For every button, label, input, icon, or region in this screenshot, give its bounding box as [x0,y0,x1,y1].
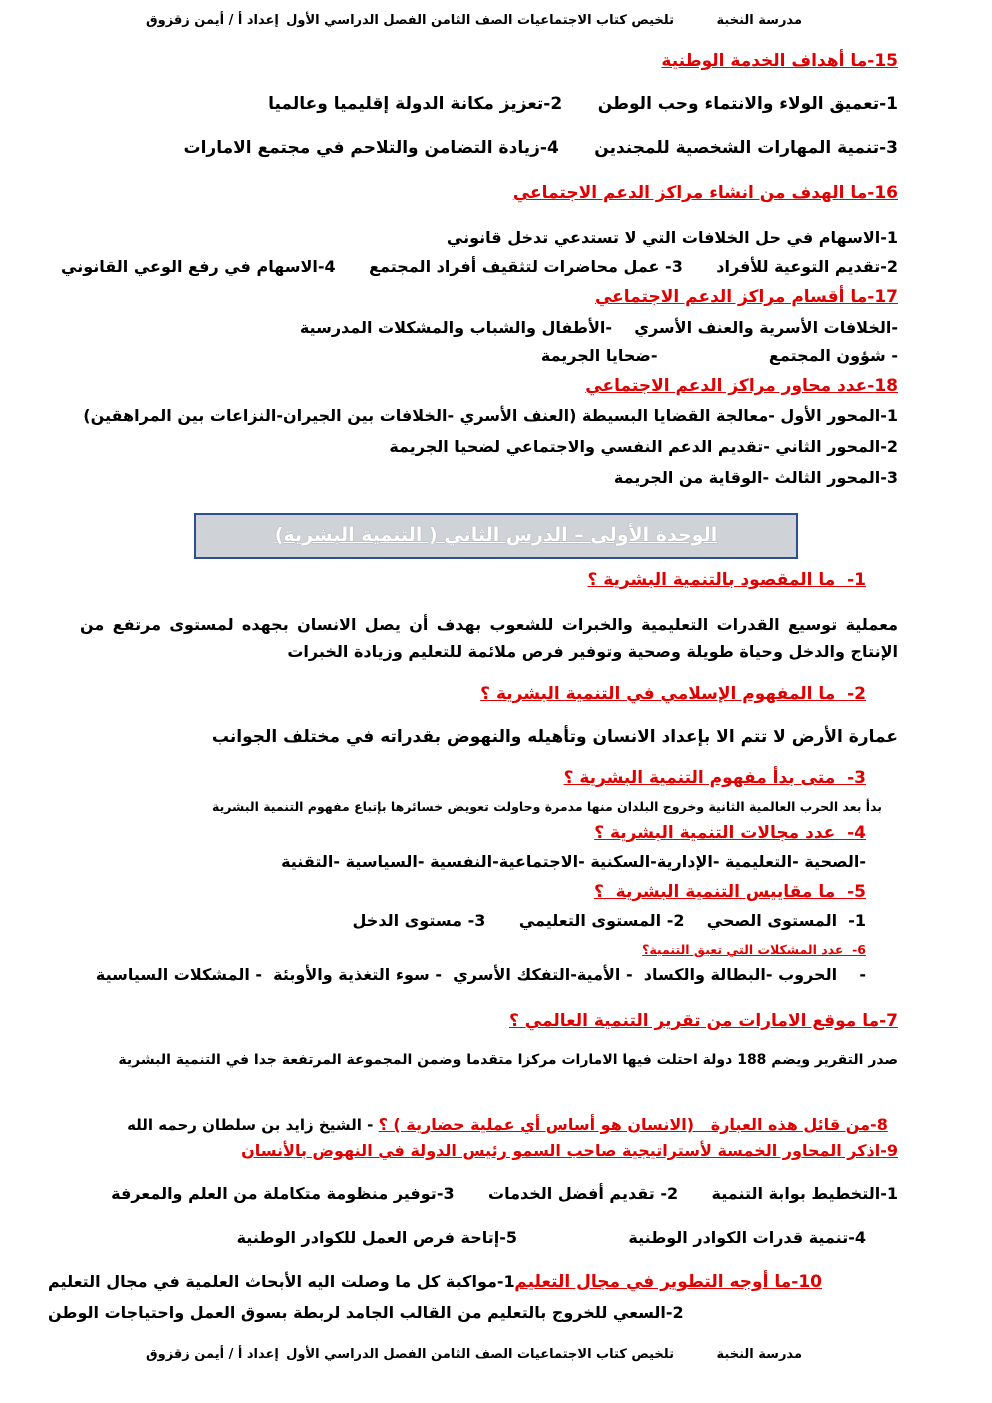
l10-line1: 1-مواكبة كل ما وصلت اليه الأبحاث العلمية في مجال التعليم [48,1272,515,1291]
header-school: مدرسة النخبة [716,13,802,28]
q17-line1: -الخلافات الأسرية والعنف الأسري -الأطفال والشباب والمشكلات المدرسية [299,318,898,337]
l9-line2: 4-تنمية قدرات الكوادر الوطنية 5-إتاحة فرص العمل للكوادر الوطنية [236,1228,866,1247]
l5-title: 5- ما مقاييس التنمية البشرية ؟ [593,882,866,902]
q17-line2: - شؤون المجتمع -ضحايا الجريمة [540,346,898,365]
l3-answer: بدأ بعد الحرب العالمية الثانية وخروج البلدان منها مدمرة وحاولت تعويض خسائرها بإتباع مفهوم التنمية البشرية [212,799,882,814]
l1-answer: معملية توسيع القدرات التعليمية والخبرات للشعوب بهدف أن يصل الانسان بجهده لمستوى مرتفع من الإنتاج والدخل وحياة طويلة وصحية وتوفير فرص ملائمة للتعليم وزيادة الخبرات [80,615,898,661]
l8-title: 8-من قائل هذه العبارة (الانسان هو أساس أي عملية حضارية ) ؟ [378,1115,888,1134]
q16-title: 16-ما الهدف من انشاء مراكز الدعم الاجتماعي [512,183,898,203]
q18-line2: 2-المحور الثاني -تقديم الدعم النفسي والاجتماعي لضحيا الجريمة [389,437,898,456]
q18-title: 18-عدد محاور مراكز الدعم الاجتماعي [585,376,898,396]
l6-answer: - الحروب -البطالة والكساد - الأمية-التفكك الأسري - سوء التغذية والأوبئة - المشكلات السياسية [95,965,866,984]
q15-line2: 3-تنمية المهارات الشخصية للمجندين 4-زيادة التضامن والتلاحم في مجتمع الامارات [183,138,898,158]
lesson-banner-title: الوحدة الأولى – الدرس الثاني ( التنمية البشرية) [274,524,718,546]
l10-line2: 2-السعي للخروج بالتعليم من القالب الجامد لربطة بسوق العمل واحتياجات الوطن [48,1303,684,1322]
q16-line2: 2-تقديم التوعية للأفراد 3- عمل محاضرات لتثقيف أفراد المجتمع 4-الاسهام في رفع الوعي القانوني [61,257,898,276]
q15-title: 15-ما أهداف الخدمة الوطنية [661,51,898,71]
l6-title: 6- عدد المشكلات التي تعيق التنمية؟ [642,942,866,957]
header-title: تلخيص كتاب الاجتماعيات الصف الثامن الفصل الدراسي الأول [286,13,674,28]
l8-answer: - الشيخ زايد بن سلطان رحمه الله [127,1116,379,1134]
l4-title: 4- عدد مجالات التنمية البشرية ؟ [594,823,866,843]
header-author: إعداد أ / أيمن زقزوق [146,13,279,28]
l5-answer: 1- المستوى الصحي 2- المستوى التعليمي 3- مستوى الدخل [352,911,866,930]
l9-line1: 1-التخطيط بوابة التنمية 2- تقديم أفضل الخدمات 3-توفير منظومة متكاملة من العلم والمعرفة [111,1184,898,1203]
q18-line3: 3-المحور الثالث -الوقاية من الجريمة [613,468,898,487]
footer-title: تلخيص كتاب الاجتماعيات الصف الثامن الفصل الدراسي الأول [286,1347,674,1362]
q15-line1: 1-تعميق الولاء والانتماء وحب الوطن 2-تعزيز مكانة الدولة إقليميا وعالميا [268,94,898,114]
l3-title: 3- متى بدأ مفهوم التنمية البشرية ؟ [563,768,866,788]
lesson-banner [194,513,798,559]
q16-line1: 1-الاسهام في حل الخلافات التي لا تستدعي تدخل قانوني [446,228,898,247]
l2-answer: عمارة الأرض لا تتم الا بإعداد الانسان وتأهيله والنهوض بقدراته في مختلف الجوانب [211,727,898,747]
footer-school: مدرسة النخبة [716,1347,802,1362]
l2-title: 2- ما المفهوم الإسلامي في التنمية البشرية ؟ [480,684,866,704]
footer-author: إعداد أ / أيمن زقزوق [146,1347,279,1362]
l9-title: 9-اذكر المحاور الخمسة لأستراتيجية صاحب السمو رئيس الدولة في النهوض بالأنسان [241,1141,898,1160]
l8-row [127,1096,898,1134]
l7-answer: صدر التقرير ويضم 188 دولة احتلت فيها الامارات مركزا متقدما وضمن المجموعة المرتفعة جدا في التنمية البشرية [118,1052,898,1068]
l1-title: 1- ما المقصود بالتنمية البشرية ؟ [587,570,866,590]
l4-answer: -الصحية -التعليمية -الإدارية-السكنية -الاجتماعية-النفسية -السياسية -التقنية [281,852,866,871]
q17-title: 17-ما أقسام مراكز الدعم الاجتماعي [594,287,898,307]
q18-line1: 1-المحور الأول -معالجة القضايا البسيطة (العنف الأسري -الخلافات بين الجيران-النزاعات بين المراهقين) [83,406,898,425]
l7-title: 7-ما موقع الامارات من تقرير التنمية العالمي ؟ [509,1011,898,1031]
l10-title: 10-ما أوجه التطوير في مجال التعليم [514,1272,822,1292]
